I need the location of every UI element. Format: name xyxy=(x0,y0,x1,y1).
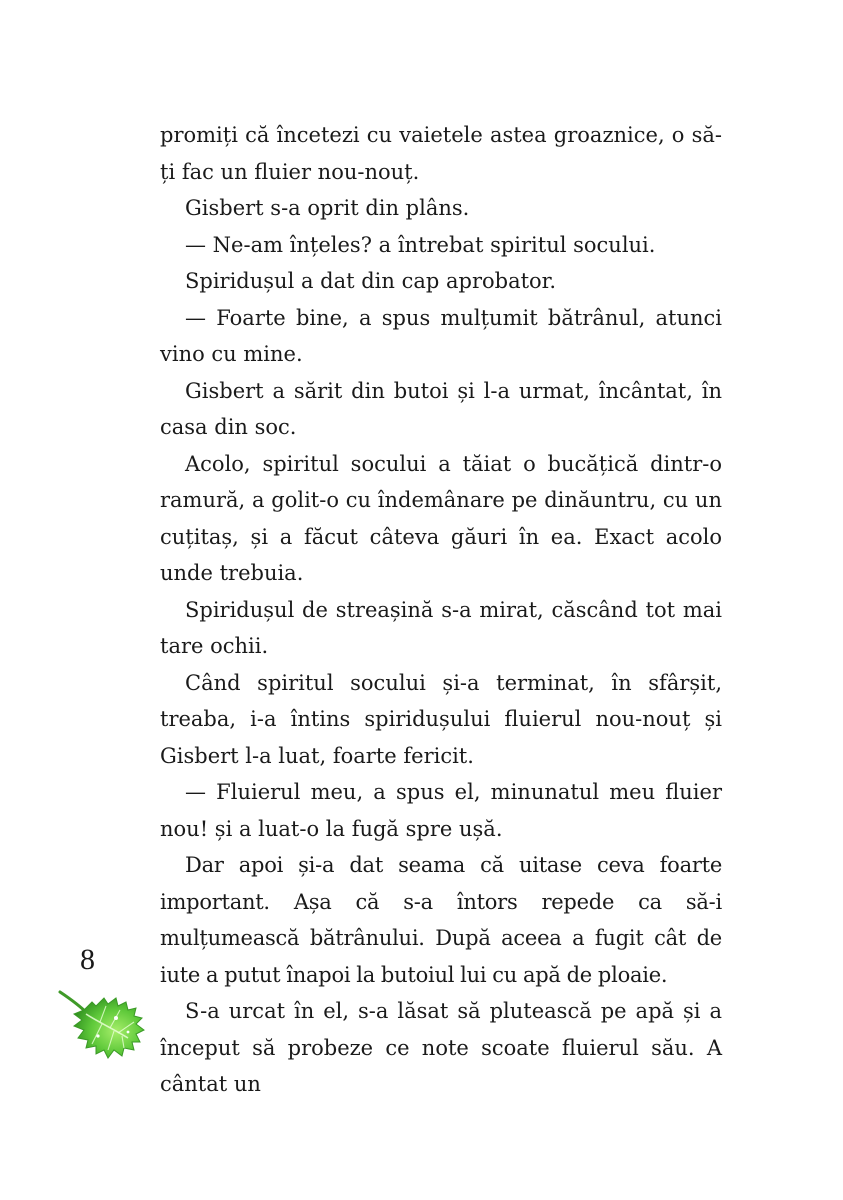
paragraph-2: Gisbert s-a oprit din plâns. xyxy=(185,196,470,220)
page-text xyxy=(160,117,722,1103)
paragraph-4: Spiridușul a dat din cap aprobator. xyxy=(185,269,557,293)
paragraph-1: promiți că încetezi cu vaietele astea groaznice, o să-ți fac un fluier nou-nouț. xyxy=(160,123,722,184)
paragraph-12: S-a urcat în el, s-a lăsat să plutească pe apă și a început să probeze ce note scoate fluierul său. A cântat un xyxy=(160,999,722,1096)
paragraph-6: Gisbert a sărit din butoi și l-a urmat, încântat, în casa din soc. xyxy=(160,378,722,439)
paragraph-10: — Fluierul meu, a spus el, minunatul meu fluier nou! și a luat-o la fugă spre ușă. xyxy=(160,780,722,841)
paragraph-9: Când spiritul socului și-a terminat, în sfârșit, treaba, i-a întins spiridușului fluierul nou-nouț și Gisbert l-a luat, foarte fericit. xyxy=(160,670,722,768)
paragraph-11: Dar apoi și-a dat seama că uitase ceva foarte important. Așa că s-a întors repede ca să-i mulțumească bătrânului. După aceea a fugit cât de iute a putut înapoi la butoiul lui cu apă de ploaie. xyxy=(160,853,722,987)
paragraph-7: Acolo, spiritul socului a tăiat o bucățică dintr-o ramură, a golit-o cu îndemânare pe dinăuntru, cu un cuțitaș, și a făcut câteva găuri în ea. Exact acolo unde trebuia. xyxy=(160,451,722,585)
paragraph-8: Spiridușul de streașină s-a mirat, căscând tot mai tare ochii. xyxy=(160,597,722,658)
page-number: 8 xyxy=(80,943,95,976)
paragraph-5: — Foarte bine, a spus mulțumit bătrânul, atunci vino cu mine. xyxy=(160,305,722,366)
paragraph-3: — Ne-am înțeles? a întrebat spiritul socului. xyxy=(185,232,656,257)
green-leaf-icon xyxy=(58,988,148,1060)
